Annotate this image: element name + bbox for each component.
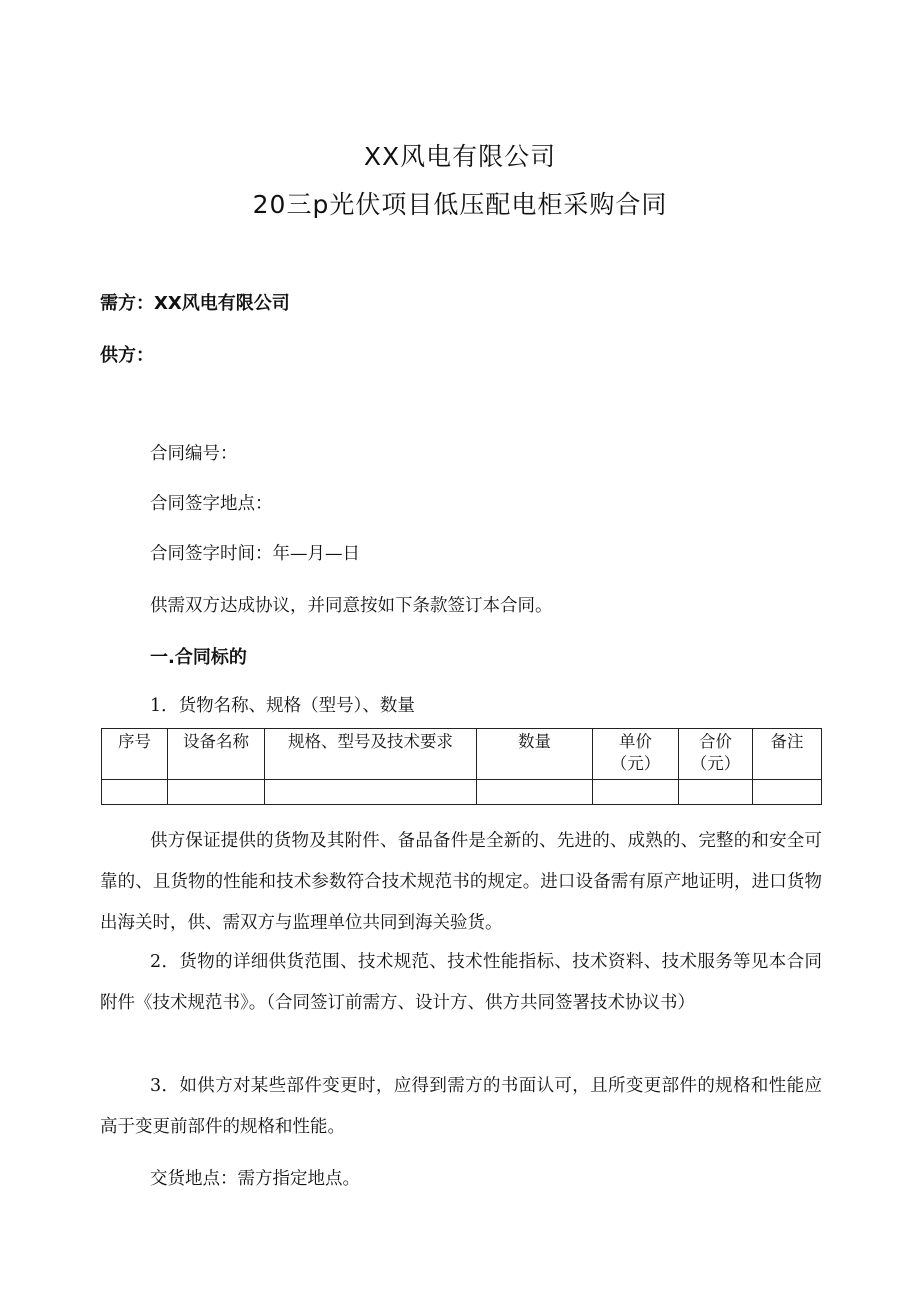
item-1-heading: 1．货物名称、规格（型号）、数量 <box>150 696 415 716</box>
table-cell <box>593 780 679 805</box>
quality-paragraph: 供方保证提供的货物及其附件、备品备件是全新的、先进的、成熟的、完整的和安全可靠的、且货物的性能和技术参数符合技术规范书的规定。进口设备需有原产地证明，进口货物出海关时，供、需双方与监理单位共同到海关验货。 <box>100 831 822 933</box>
table-cell <box>477 780 593 805</box>
company-title: XX风电有限公司 <box>363 142 557 171</box>
table-row <box>102 780 822 805</box>
col-header-equipment-name: 设备名称 <box>168 729 265 780</box>
buyer-line: 需方：XX风电有限公司 <box>100 293 290 314</box>
col-header-index: 序号 <box>102 729 168 780</box>
item-2-paragraph: 2．货物的详细供货范围、技术规范、技术性能指标、技术资料、技术服务等见本合同附件《技术规范书》。（合同签订前需方、设计方、供方共同签署技术协议书） <box>100 952 822 1013</box>
item-3-paragraph: 3．如供方对某些部件变更时，应得到需方的书面认可，且所变更部件的规格和性能应高于变更前部件的规格和性能。 <box>100 1076 822 1137</box>
col-header-unit-price: 单价（元） <box>593 729 679 780</box>
contract-title: 20三p光伏项目低压配电柜采购合同 <box>252 190 668 219</box>
col-header-remarks: 备注 <box>753 729 822 780</box>
table-header-row <box>102 729 822 780</box>
contract-number-line: 合同编号： <box>150 444 238 464</box>
delivery-place-line: 交货地点：需方指定地点。 <box>150 1169 360 1189</box>
table-cell <box>102 780 168 805</box>
supplier-line: 供方： <box>100 345 154 366</box>
col-header-total-price: 合价（元） <box>679 729 753 780</box>
table-cell <box>679 780 753 805</box>
col-header-quantity: 数量 <box>477 729 593 780</box>
sign-time-line: 合同签字时间：年—月—日 <box>150 544 360 564</box>
table-cell <box>265 780 477 805</box>
table-cell <box>753 780 822 805</box>
sign-place-line: 合同签字地点： <box>150 494 273 514</box>
goods-table <box>101 728 822 805</box>
table-cell <box>168 780 265 805</box>
col-header-spec: 规格、型号及技术要求 <box>265 729 477 780</box>
section-1-title: 一.合同标的 <box>150 647 247 668</box>
agreement-line: 供需双方达成协议，并同意按如下条款签订本合同。 <box>150 596 553 616</box>
